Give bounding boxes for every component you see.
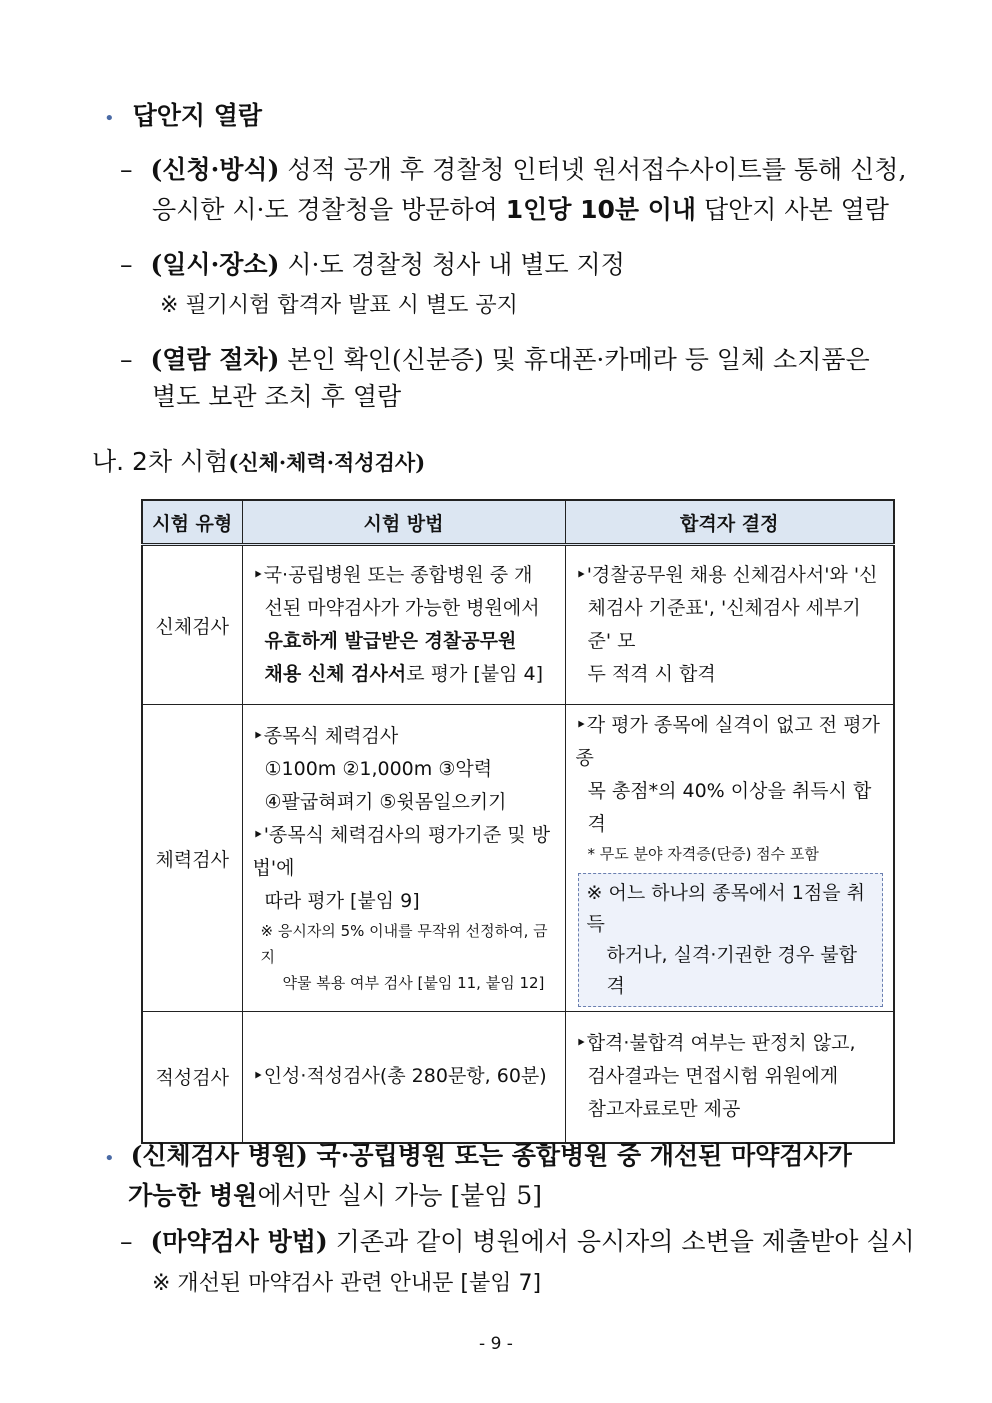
- item-date-place-note: ※ 필기시험 합격자 발표 시 별도 공지: [160, 293, 518, 318]
- type-fitness-test: 체력검사: [142, 705, 242, 1012]
- method-body-check: ‣국·공립병원 또는 종합병원 중 개 선된 마약검사가 가능한 병원에서 유효하게 발급받은 경찰공무원 채용 신체 검사서로 평가 [붙임 4]: [242, 545, 565, 705]
- bullet-body-check-hospital: • (신체검사 병원) 국·공립병원 또는 종합병원 중 개선된 마약검사가: [104, 1141, 852, 1170]
- type-aptitude-test: 적성검사: [142, 1012, 242, 1143]
- dash: –: [120, 250, 133, 279]
- result-body-check: ‣'경찰공무원 채용 신체검사서'와 '신 체검사 기준표', '신체검사 세부기준' 모 두 적격 시 합격: [565, 545, 894, 705]
- header-exam-method: 시험 방법: [242, 500, 565, 545]
- item-date-place: – (일시·장소) 시·도 경찰청 청사 내 별도 지정: [120, 250, 625, 279]
- table-row-aptitude-test: [142, 1012, 894, 1143]
- item-viewing-procedure-cont: 별도 보관 조치 후 열람: [152, 382, 402, 411]
- result-fitness-test: ‣각 평가 종목에 실격이 없고 전 평가 종 목 총점*의 40% 이상을 취득시 합격 * 무도 분야 자격증(단증) 점수 포함 ※ 어느 하나의 종목에서 1점을 취득 하거나, 실격·기권한 경우 불합격: [565, 705, 894, 1012]
- table-row-body-check: [142, 545, 894, 705]
- second-exam-table: [141, 499, 895, 1144]
- dash: –: [120, 1227, 133, 1256]
- item-application-method-cont: 응시한 시·도 경찰청을 방문하여 1인당 10분 이내 답안지 사본 열람: [152, 195, 889, 224]
- page-number: - 9 -: [479, 1334, 513, 1354]
- type-body-check: 신체검사: [142, 545, 242, 705]
- result-aptitude-test: ‣합격·불합격 여부는 판정치 않고, 검사결과는 면접시험 위원에게 참고자료로만 제공: [565, 1012, 894, 1143]
- header-exam-type: 시험 유형: [142, 500, 242, 545]
- item-drug-test-method: – (마약검사 방법) 기존과 같이 병원에서 응시자의 소변을 제출받아 실시: [120, 1227, 915, 1256]
- item-application-method: – (신청·방식) 성적 공개 후 경찰청 인터넷 원서접수사이트를 통해 신청,: [120, 155, 907, 184]
- method-aptitude-test: ‣인성·적성검사(총 280문항, 60분): [242, 1012, 565, 1143]
- dash: –: [120, 345, 133, 374]
- table-row-fitness-test: [142, 705, 894, 1012]
- bullet-dot: •: [104, 108, 115, 129]
- bullet-body-check-hospital-cont: 가능한 병원에서만 실시 가능 [붙임 5]: [128, 1181, 543, 1210]
- bullet-dot: •: [104, 1148, 115, 1169]
- header-pass-decision: 합격자 결정: [565, 500, 894, 545]
- dash: –: [120, 155, 133, 184]
- section-heading-second-exam: 나. 2차 시험(신체·체력·적성검사): [92, 447, 426, 476]
- bullet-heading-answer-sheet: • 답안지 열람: [104, 101, 263, 130]
- table-header-row: [142, 500, 894, 545]
- method-fitness-test: ‣종목식 체력검사 ①100m ②1,000m ③악력 ④팔굽혀펴기 ⑤윗몸일으키기 ‣'종목식 체력검사의 평가기준 및 방법'에 따라 평가 [붙임 9] ※ 응시자의 5% 이내를 무작위 선정하여, 금지 약물 복용 여부 검사 [붙임 11, 붙임 12]: [242, 705, 565, 1012]
- item-viewing-procedure: – (열람 절차) 본인 확인(신분증) 및 휴대폰·카메라 등 일체 소지품은: [120, 345, 870, 374]
- disqualification-notice-box: ※ 어느 하나의 종목에서 1점을 취득 하거나, 실격·기권한 경우 불합격: [578, 873, 884, 1007]
- item-drug-test-note: ※ 개선된 마약검사 관련 안내문 [붙임 7]: [152, 1271, 542, 1296]
